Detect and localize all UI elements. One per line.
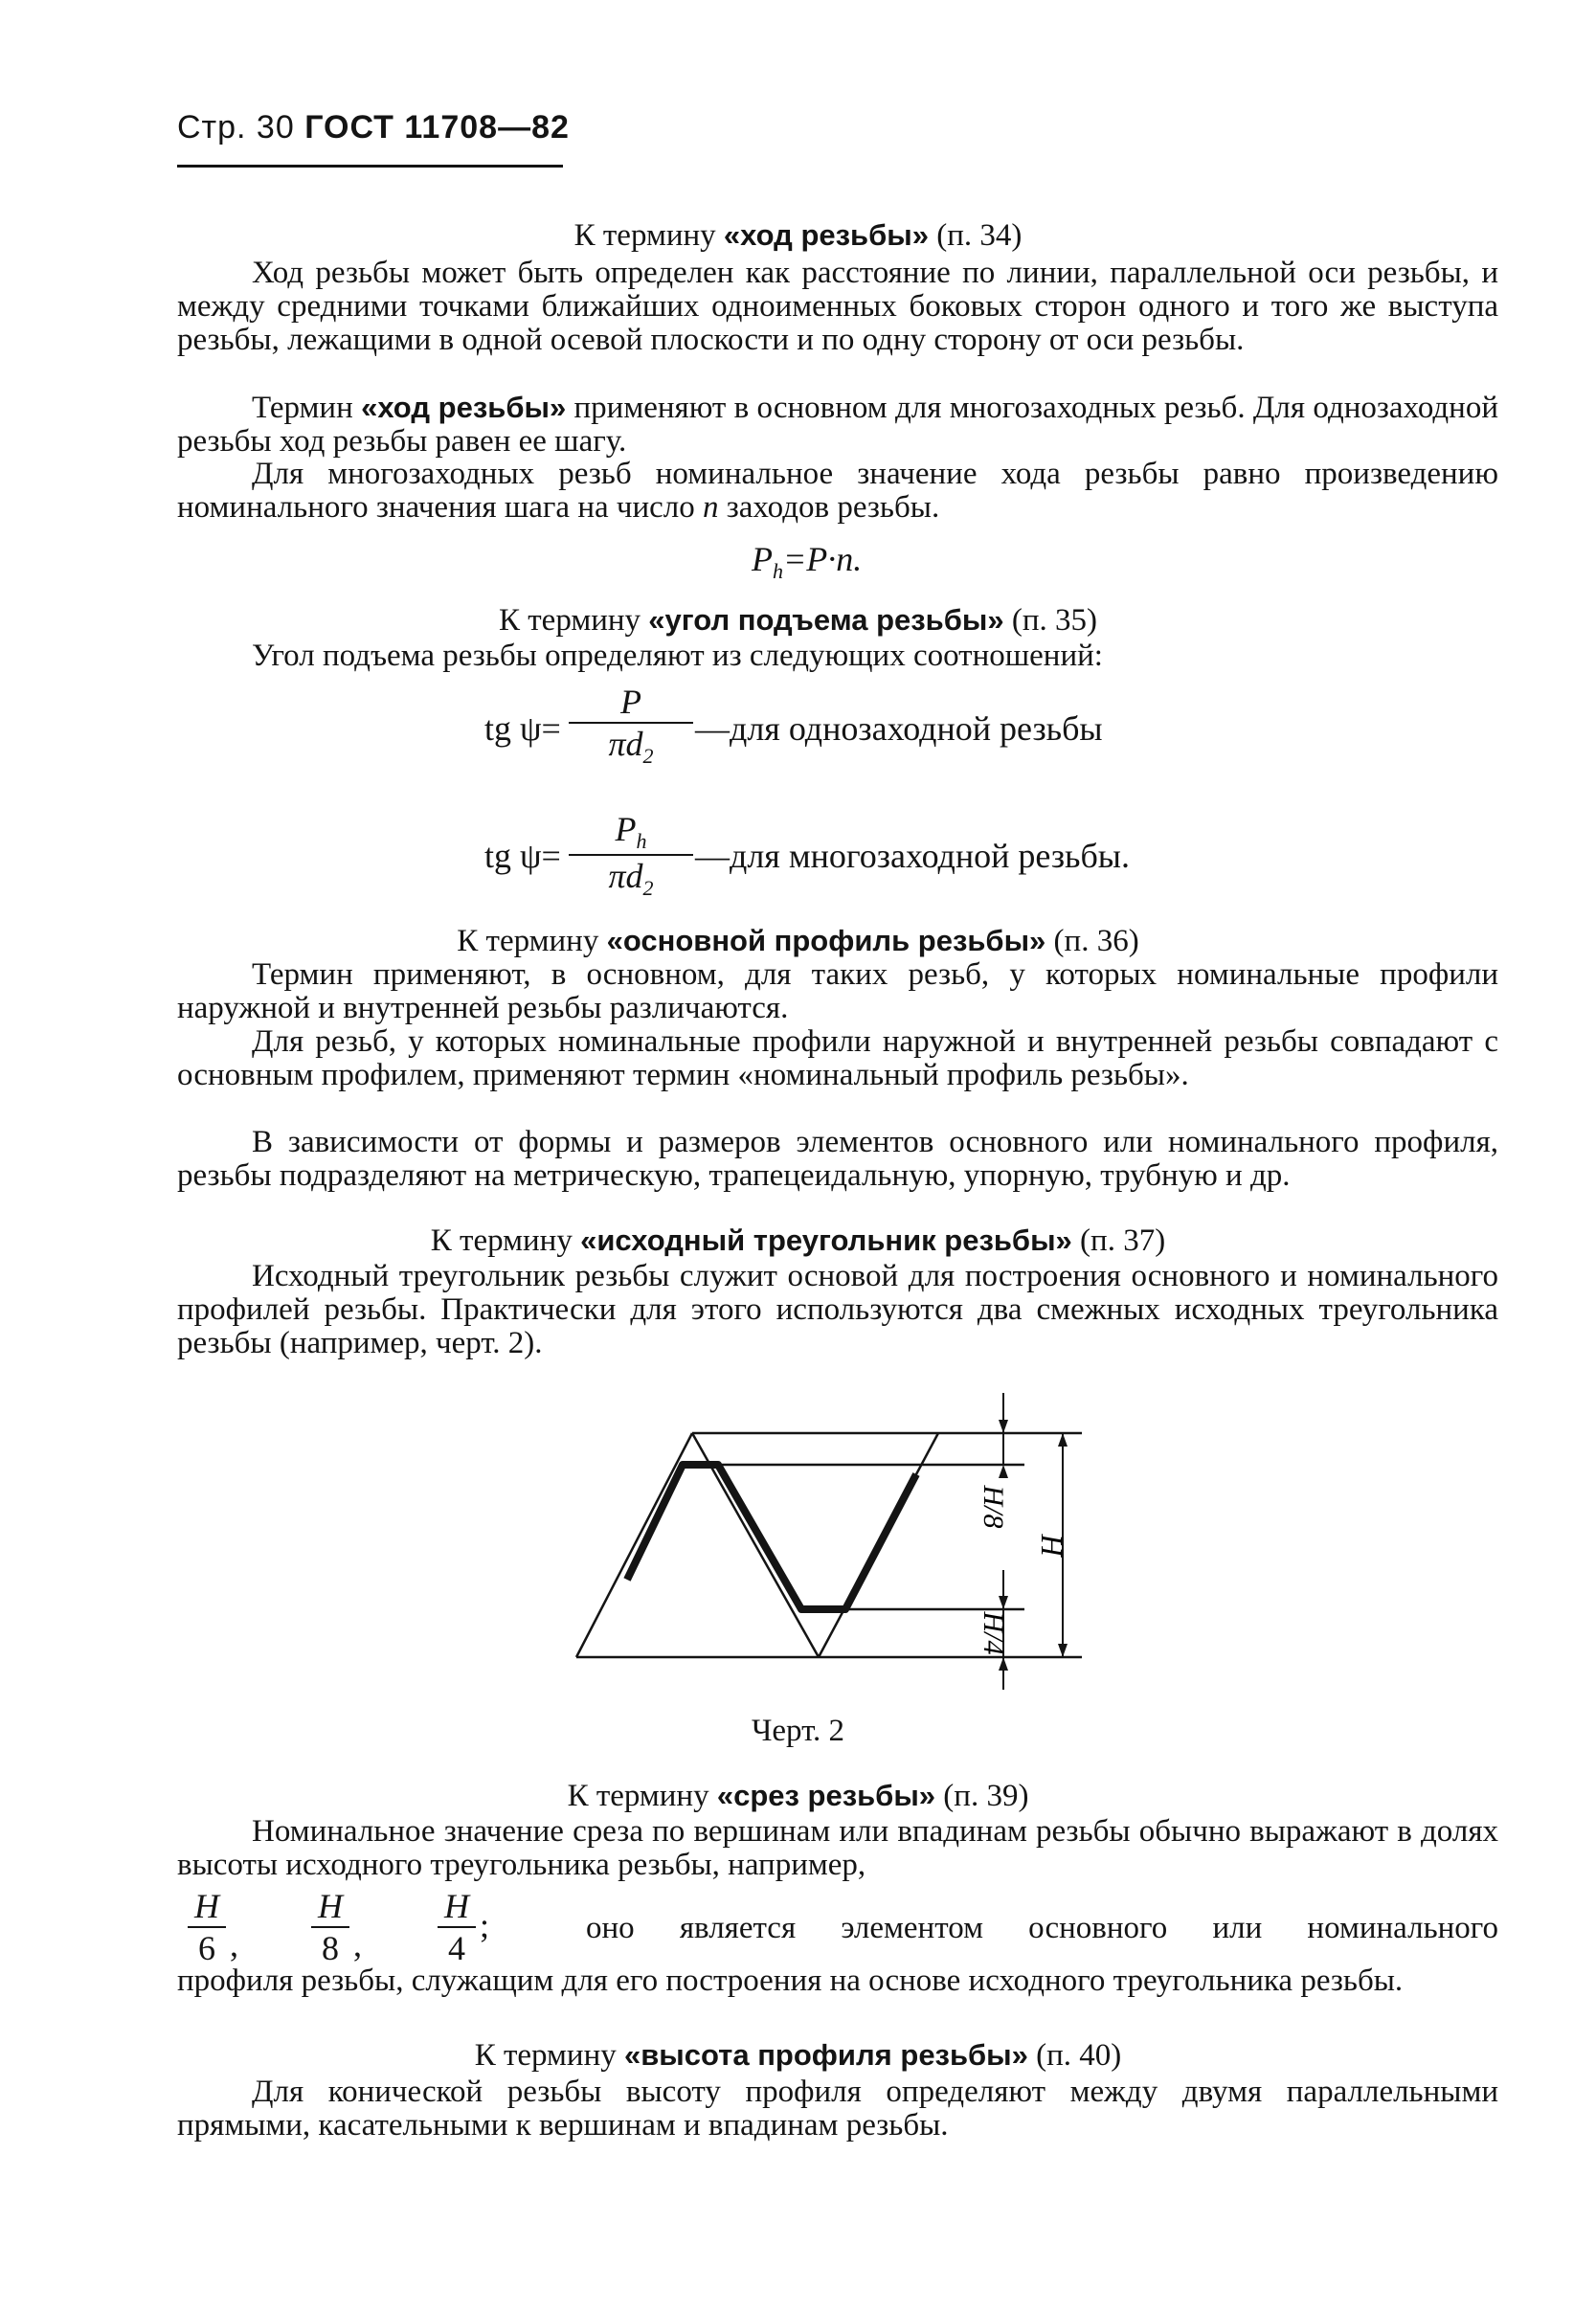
text: Для многозаходных резьб номинальное значение хода резьбы равно произведению номинального значения шага на число: [177, 457, 1498, 525]
label-H: H: [1035, 1534, 1069, 1557]
figure-caption: Черт. 2: [751, 1714, 845, 1748]
paragraph-34-2: [177, 391, 1498, 459]
triangle-side: [576, 1433, 692, 1657]
formula-1-fraction: [569, 682, 693, 769]
paragraph-39-1: Номинальное значение среза по вершинам или впадинам резьбы обычно выражают в долях высоты исходного треугольника резьбы, например,: [177, 1814, 1498, 1882]
numerator: H: [318, 1887, 343, 1925]
comma: ,: [230, 1925, 238, 1963]
text: Термин: [252, 391, 362, 425]
heading-prefix: К термину: [430, 1223, 581, 1258]
heading-ref: (п. 37): [1071, 1223, 1166, 1258]
text: заходов резьбы.: [718, 490, 940, 525]
heading-ref: (п. 35): [1003, 603, 1097, 638]
paragraph-39-3: профиля резьбы, служащим для его построения на основе исходного треугольника резьбы.: [177, 1963, 1404, 1998]
semicolon: ;: [480, 1906, 490, 1944]
term: «ход резьбы»: [361, 391, 567, 424]
formula-2-left: tg ψ=: [484, 837, 561, 875]
heading-ref: (п. 36): [1045, 924, 1139, 958]
heading-prefix: К термину: [457, 924, 607, 958]
arrow-icon: [999, 1465, 1008, 1478]
formula-1-left: tg ψ=: [484, 709, 561, 748]
label-h4: H/4: [978, 1611, 1009, 1655]
heading-40: [0, 2036, 1596, 2075]
thread-triangle-figure: [565, 1388, 1101, 1694]
fraction-h6: [188, 1886, 226, 1968]
formula-2-text: —для многозаходной резьбы.: [695, 837, 1130, 875]
numerator: H: [444, 1887, 469, 1925]
paragraph-36-3: В зависимости от формы и размеров элементов основного или номинального профиля, резьбы подразделяют на метрическую, трапецеидальную, упорную, трубную и др.: [177, 1125, 1498, 1193]
paragraph-36-2: Для резьб, у которых номинальные профили наружной и внутренней резьбы совпадают с основным профилем, применяют термин «номинальный профиль резьбы».: [177, 1024, 1498, 1092]
denominator: 8: [322, 1929, 339, 1967]
numerator: P: [620, 683, 641, 721]
page-header: [177, 109, 570, 146]
denominator: 4: [448, 1929, 465, 1967]
variable: n: [703, 490, 719, 525]
heading-34: [0, 216, 1596, 255]
denominator: $\pi d_2$: [608, 725, 654, 769]
arrow-icon: [1058, 1433, 1068, 1447]
heading-term: «срез резьбы»: [716, 1779, 936, 1812]
paragraph-34-3: [177, 458, 1498, 525]
standard-number: ГОСТ 11708—82: [304, 109, 570, 146]
fraction-h4: [438, 1886, 476, 1968]
paragraph-39-2: оно является элементом основного или номинального: [586, 1911, 1498, 1945]
heading-prefix: К термину: [573, 218, 724, 253]
numerator: H: [194, 1887, 219, 1925]
paragraph-34-1: Ход резьбы может быть определен как расстояние по линии, параллельной оси резьбы, и между средними точками ближайших одноименных боковых сторон одного и того же выступа резьбы, лежащими в одной осевой плоскости и по одну сторону от оси резьбы.: [177, 256, 1498, 357]
paragraph-35-1: Угол подъема резьбы определяют из следующих соотношений:: [252, 639, 1103, 673]
heading-ref: (п. 34): [928, 218, 1023, 253]
formula-2-fraction: [569, 809, 693, 901]
heading-term: «ход резьбы»: [723, 218, 929, 252]
denominator: $\pi d_2$: [608, 857, 654, 901]
heading-prefix: К термину: [499, 603, 649, 638]
heading-39: [0, 1777, 1596, 1815]
heading-term: «основной профиль резьбы»: [606, 924, 1046, 957]
arrow-icon: [999, 1657, 1008, 1671]
thread-profile: [627, 1465, 916, 1609]
heading-ref: (п. 40): [1027, 2038, 1122, 2073]
arrow-icon: [999, 1420, 1008, 1433]
formula-ph: $P_h=P\cdot n$.: [752, 540, 863, 584]
arrow-icon: [1058, 1644, 1068, 1657]
page-number: Стр. 30: [177, 109, 295, 146]
heading-prefix: К термину: [567, 1779, 717, 1813]
arrow-icon: [999, 1596, 1008, 1609]
text: применяют в основном для многозаходных резьб. Для однозаходной резьбы ход резьбы равен ее шагу.: [177, 391, 1498, 459]
numerator: $P_h$: [615, 810, 647, 854]
heading-term: «высота профиля резьбы»: [624, 2038, 1028, 2072]
heading-term: «исходный треугольник резьбы»: [580, 1223, 1072, 1257]
header-rule: [177, 165, 563, 168]
heading-ref: (п. 39): [935, 1779, 1029, 1813]
paragraph-37-1: Исходный треугольник резьбы служит основой для построения основного и номинального профилей резьбы. Практически для этого используются два смежных исходных треугольника резьбы (например, черт. 2).: [177, 1259, 1498, 1360]
denominator: 6: [198, 1929, 215, 1967]
comma: ,: [353, 1925, 362, 1963]
heading-37: [0, 1222, 1596, 1260]
formula-1-text: —для однозаходной резьбы: [695, 709, 1103, 748]
heading-36: [0, 922, 1596, 960]
label-h8: H/8: [978, 1485, 1009, 1529]
paragraph-36-1: Термин применяют, в основном, для таких резьб, у которых номинальные профили наружной и внутренней резьбы различаются.: [177, 957, 1498, 1025]
paragraph-40-1: Для конической резьбы высоту профиля определяют между двумя параллельными прямыми, касательными к вершинам и впадинам резьбы.: [177, 2075, 1498, 2143]
heading-35: [0, 601, 1596, 639]
heading-term: «угол подъема резьбы»: [648, 603, 1004, 637]
heading-prefix: К термину: [474, 2038, 624, 2073]
fraction-h8: [311, 1886, 349, 1968]
